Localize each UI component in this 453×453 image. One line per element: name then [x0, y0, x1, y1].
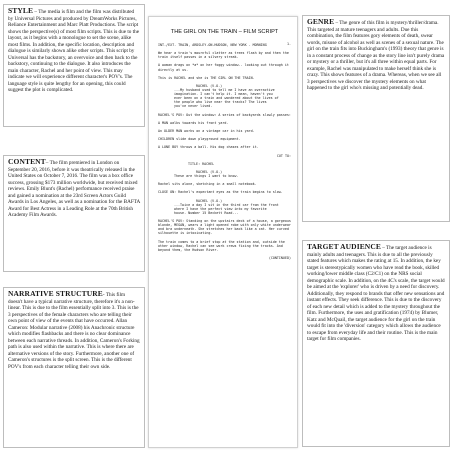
script-body [158, 43, 291, 260]
script-line: RACHEL (V.O.) [196, 83, 223, 88]
script-line: ...My husband used to tell me I have an overactive imagination. I can't help it. I mean, haven't you ever been on a train and wondered about the lives of the people who live near the tracks? The lives you've never lived. [174, 88, 281, 109]
script-line: An OLDER MAN works on a vintage car in his yard. [158, 128, 255, 133]
script-line: CHILDREN slide down playground equipment. [158, 137, 241, 142]
script-line: We hear a train's mournful clatter as trees flash by and then the train itself passes in a silvery streak. [158, 51, 291, 60]
script-line: ...Twice a day I sit in the third car from the front where I have the perfect view into my favorite house. Number 15 Beckett Road... [174, 202, 281, 215]
script-line: Rachel sits alone, sketching in a small notebook. [158, 182, 257, 187]
style-body: – The media is film and the film was distributed by Universal Pictures and produced by DreamWorks Pictures, Reliance Entertainment and Marc Platt Productions. The script shows the perspective(s) of most film scripts. This is due to the layout, as it begins with a monologue to set the scene, alike most films. In addition, the specific location, description and dialogue is similarly shown alike other scripts. This script by Universal has the backstory, an overvoice and then back to the backstory, continuing to the dialogue. It also introduces the main character, Rachel and her point of view. This may indicate we will experience different character's POV's. The language style is quite lengthy for an opening, this could suggest the plot is complicated. [8, 9, 140, 93]
script-line: A woman drags on *a* on her foggy window-- looking out through it directly at us. [158, 63, 291, 72]
script-line: RACHEL'S POV: Out the window: A series of backyards slowly passes: [158, 112, 291, 117]
script-line: A MAN walks towards his front yard. [158, 120, 229, 125]
content-body: – The film premiered in London on September 20, 2016, before it was theatrically released in the United States on October 7, 2016. The film was a box office success, grossing $173 million worldwide, but received mixed reviews. Emily Blunt's (Rachel) performance received praise and gained a nomination at the 23rd Screen Actors Guild Awards in Los Angeles, as well as a nomination for the BAFTA Award for Best Actress in a Leading Role at the 70th British Academy Film Awards. [8, 160, 140, 218]
target-audience-note [302, 240, 450, 447]
script-line: RACHEL (V.O.) [196, 198, 223, 203]
audience-body: – The target audience is mainly adults and teenagers. This is due to all the previously stated features which makes the rating at 15. In addition, the key target is stereotypically women who have read the book, skilled working/lower middle class (C2/C1) on the NRS social demographic scale. In addition, on the 4C's scale, the target would be aimed at the 'explorer' who is driven by a need for discovery. Additionally, they respond to brands that offer new sensations and instant effects. They seek difference. This is due to the discovery of each new detail which is added to the mystery throughout the film. Furthermore, the uses and gratification (1974) by Blumer, Katz and McQuail, the target audience for the girl on the train would fit into the 'diversion' category which allows the audience to escape from everyday life and their routine. This is the main target for film companies. [307, 245, 445, 342]
genre-note [302, 15, 450, 222]
script-line: TITLE: RACHEL [188, 161, 215, 166]
script-title: THE GIRL ON THE TRAIN – FILM SCRIPT [170, 29, 279, 35]
script-line: RACHEL (V.O.) [196, 169, 223, 174]
narrative-body: - This film doesn't have a typical narrative structure, therefore it's a non-linear. This is due to the film essentially split into 3. This is the 3 perspectives of the female characters who are telling their own point of view of the events that have occurred. Allan Cameron: Modular narrative (2008) his Anachronic structure which modifies flashbacks and there is no clear dominance between each narrative threads. In addition, Cameron's Forking path is also used within the narrative. This is where there are alternative versions of the story. Furthermore, another one of Cameron's structures is the split screen. This is the different POV's from each character telling their own side. [8, 292, 140, 370]
style-heading: STYLE [8, 6, 34, 15]
content-note [3, 155, 145, 272]
narrative-heading: NARRATIVE STRUCTURE [8, 289, 103, 298]
script-line: The train comes to a brief stop at the station and, outside the other window, Rachel can see work crews fixing the tracks. And beyond them, the Hudson River. [158, 239, 287, 252]
audience-heading: TARGET AUDIENCE [307, 242, 381, 251]
script-page-number: 1. [286, 42, 291, 46]
narrative-structure-note [3, 287, 145, 448]
script-line: A LONE BOY throws a ball. His dog chases after it. [158, 145, 259, 150]
script-line: (CONTINUED) [268, 255, 291, 260]
film-script-page [148, 16, 298, 448]
script-line: RACHEL'S POV: Standing on the upstairs deck of a house, a gorgeous blonde, MEGAN, wears a light opened robe with only white underwear and bra underneath. She stretches her back like a cat. Her curved silhouette is intoxicating. [158, 219, 293, 236]
content-heading: CONTENT [8, 157, 46, 166]
script-line: CUT TO: [276, 153, 291, 158]
script-line: INT./EXT. TRAIN, ARDSLEY-ON-HUDSON, NEW YORK - MORNING [158, 43, 267, 47]
genre-body: – The genre of this film is mystery/thriller/drama. This targeted at mature teenagers and adults. Due this combination, the film features gory elements of death, swear words, misuse of alcohol as well as scenes of a sexual nature. The girl on the train fits into Buckingham's (1993) theory that genre is in a constant process of change as the story line isn't purely drama or mystery or a thriller, but it's all three within equal parts. For example, Rachel was manipulated to make herself think she is crazy. This shows features of a drama. Whereas, when we see all 3 perspectives we discover the mystery elements on what happened to the girl who's missing and potentially dead. [307, 20, 445, 91]
script-line: These are things I want to know. [174, 174, 239, 178]
script-line: This is RACHEL and she is THE GIRL ON THE TRAIN. [158, 75, 255, 80]
script-line: CLOSE ON: Rachel's expectant eyes as the train begins to slow. [158, 190, 283, 195]
style-note [3, 4, 145, 127]
genre-heading: GENRE [307, 17, 335, 26]
